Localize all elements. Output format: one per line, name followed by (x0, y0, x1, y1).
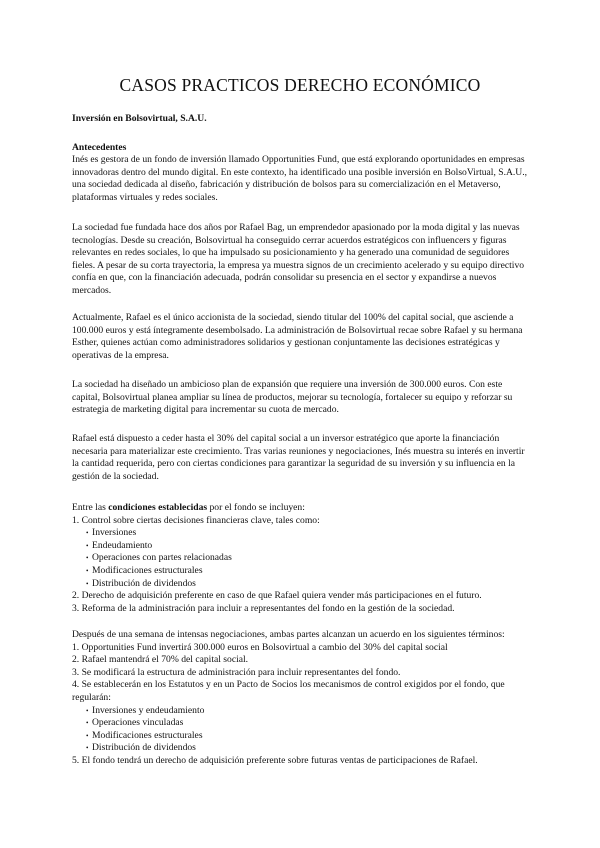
agreement-list (72, 642, 530, 768)
sublist-item: • Operaciones con partes relacionadas (86, 552, 530, 565)
agreement-section (72, 629, 530, 768)
sublist (72, 705, 530, 755)
conditions-intro-start: Entre las (72, 502, 109, 513)
sublist-item: • Distribución de dividendos (86, 578, 530, 591)
conditions-list (72, 515, 530, 616)
list-item: 3. Se modificará la estructura de administración para incluir representantes del fondo. (72, 666, 401, 678)
paragraph-text: Rafael está dispuesto a ceder hasta el 30% del capital social a un inversor estratégico que aporte la financiación necesaria para materializar este crecimiento. Tras varias reuniones y negociaciones, Inés muestra su interés en invertir la cantidad requerida, pero con ciertas condiciones para garantizar la seguridad de su inversión y su influencia en la gestión de la sociedad. (72, 433, 525, 482)
paragraph-text: La sociedad ha diseñado un ambicioso plan de expansión que requiere una inversión de 300.000 euros. Con este capital, Bolsovirtual planea ampliar su línea de productos, mejorar su tecnología, fortalecer su equipo y reforzar su estrategia de marketing digital para incrementar su cuota de mercado. (72, 379, 513, 416)
section-heading: Antecedentes (72, 142, 127, 153)
list-item (72, 679, 530, 755)
paragraph-2 (72, 222, 530, 298)
agreement-4: 4. Se establecerán en los Estatutos y en un Pacto de Socios los mecanismos de control exigidos por el fondo, que regularán: (72, 679, 505, 703)
sublist-item: • Distribución de dividendos (86, 742, 530, 755)
list-item: 5. El fondo tendrá un derecho de adquisición preferente sobre futuras ventas de participaciones de Rafael. (72, 754, 478, 766)
sublist-item: • Endeudamiento (86, 540, 530, 553)
sublist (72, 527, 530, 590)
list-item (72, 515, 530, 591)
sublist-item: • Modificaciones estructurales (86, 565, 530, 578)
paragraph-text: Actualmente, Rafael es el único accionista de la sociedad, siendo titular del 100% del capital social, que asciende a 100.000 euros y está íntegramente desembolsado. La administración de Bolsovirtual recae sobre Rafael y su hermana Esther, quienes actúan como administradores solidarios y gestionan conjuntamente las decisiones estratégicas y operativas de la empresa. (72, 312, 523, 361)
conditions-intro (72, 502, 530, 515)
condition-1: 1. Control sobre ciertas decisiones financieras clave, tales como: (72, 514, 320, 526)
list-item: 2. Rafael mantendrá el 70% del capital social. (72, 654, 249, 666)
agreement-intro: Después de una semana de intensas negociaciones, ambas partes alcanzan un acuerdo en los siguientes términos: (72, 629, 505, 640)
paragraph-3 (72, 312, 530, 362)
conditions-intro-bold: condiciones establecidas (108, 502, 208, 513)
sublist-item: • Operaciones vinculadas (86, 717, 530, 730)
list-item: 1. Opportunities Fund invertirá 300.000 euros en Bolsovirtual a cambio del 30% del capital social (72, 641, 448, 653)
conditions-section (72, 502, 530, 615)
paragraph-text: Inés es gestora de un fondo de inversión llamado Opportunities Fund, que está explorando oportunidades en empresas innovadoras dentro del mundo digital. En este contexto, ha identificado una posible inversión en BolsoVirtual, S.A.U., una sociedad dedicada al diseño, fabricación y distribución de bolsos para su comercialización en el Metaverso, plataformas virtuales y redes sociales. (72, 154, 528, 203)
paragraph-text: La sociedad fue fundada hace dos años por Rafael Bag, un emprendedor apasionado por la moda digital y las nuevas tecnologías. Desde su creación, Bolsovirtual ha conseguido cerrar acuerdos estratégicos con influencers y figuras relevantes en redes sociales, lo que ha impulsado su posicionamiento y ha generado una comunidad de seguidores fieles. A pesar de su corta trayectoria, la empresa ya muestra signos de un crecimiento acelerado y su equipo directivo confía en que, con la financiación adecuada, podrán consolidar su presencia en el sector y expandirse a nuevos mercados. (72, 222, 525, 296)
paragraph-4 (72, 379, 530, 417)
list-item: 3. Reforma de la administración para incluir a representantes del fondo en la gestión de la sociedad. (72, 602, 455, 614)
document-title: CASOS PRACTICOS DERECHO ECONÓMICO (119, 75, 481, 95)
paragraph-5 (72, 433, 530, 483)
conditions-intro-end: por el fondo se incluyen: (207, 502, 305, 513)
sublist-item: • Inversiones (86, 527, 530, 540)
list-item: 2. Derecho de adquisición preferente en caso de que Rafael quiera vender más participaciones en el futuro. (72, 590, 482, 602)
paragraph-1 (72, 154, 530, 204)
sublist-item: • Inversiones y endeudamiento (86, 705, 530, 718)
sublist-item: • Modificaciones estructurales (86, 730, 530, 743)
case-subtitle: Inversión en Bolsovirtual, S.A.U. (72, 113, 207, 124)
